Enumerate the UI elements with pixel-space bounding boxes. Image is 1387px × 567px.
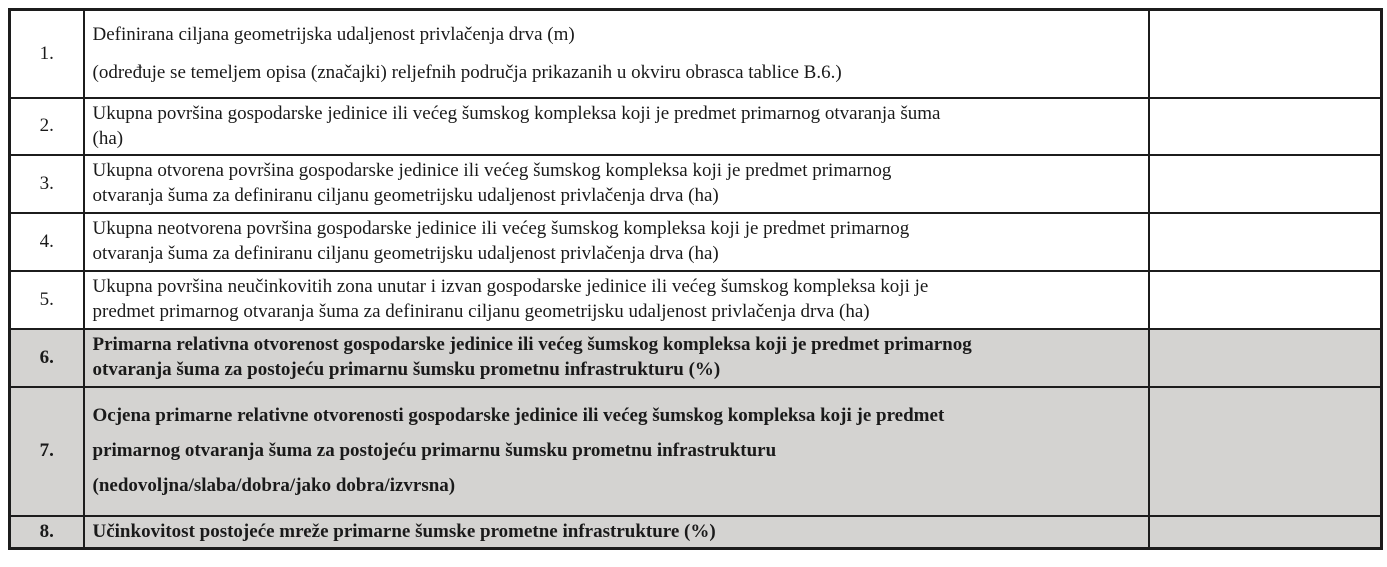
table-row	[10, 516, 1382, 549]
table-row	[10, 98, 1382, 155]
value-cell[interactable]	[1149, 10, 1382, 98]
description-line: Učinkovitost postojeće mreže primarne šumske prometne infrastrukture (%)	[92, 520, 716, 542]
value-cell[interactable]	[1149, 98, 1382, 155]
row-description	[84, 329, 1149, 387]
row-description	[84, 271, 1149, 329]
description-line: Ukupna neotvorena površina gospodarske jedinice ili većeg šumskog kompleksa koji je predmet primarnog	[92, 218, 910, 239]
row-number: 7.	[10, 387, 84, 516]
description-line: (određuje se temeljem opisa (značajki) reljefnih područja prikazanih u okviru obrasca tablice B.6.)	[92, 61, 842, 83]
table-row	[10, 213, 1382, 271]
description-line: Ocjena primarne relativne otvorenosti gospodarske jedinice ili većeg šumskog kompleksa koji je predmet	[92, 405, 945, 426]
description-line: otvaranja šuma za definiranu ciljanu geometrijsku udaljenost privlačenja drva (ha)	[92, 243, 719, 264]
form-table	[8, 8, 1383, 550]
row-number: 8.	[10, 516, 84, 549]
description-line: Ukupna površina gospodarske jedinice ili većeg šumskog kompleksa koji je predmet primarnog otvaranja šuma	[92, 102, 941, 124]
value-cell[interactable]	[1149, 387, 1382, 516]
value-cell[interactable]	[1149, 516, 1382, 549]
row-description	[84, 10, 1149, 98]
row-number: 1.	[10, 10, 84, 98]
table-row	[10, 387, 1382, 516]
description-line: otvaranja šuma za postojeću primarnu šumsku prometnu infrastrukturu (%)	[92, 359, 721, 380]
row-description	[84, 155, 1149, 213]
value-cell[interactable]	[1149, 329, 1382, 387]
row-number: 3.	[10, 155, 84, 213]
row-description	[84, 213, 1149, 271]
table-row	[10, 10, 1382, 98]
value-cell[interactable]	[1149, 271, 1382, 329]
description-line: (nedovoljna/slaba/dobra/jako dobra/izvrsna)	[92, 475, 456, 496]
form-table-body	[10, 10, 1382, 549]
table-row	[10, 329, 1382, 387]
row-number: 2.	[10, 98, 84, 155]
description-line: Primarna relativna otvorenost gospodarske jedinice ili većeg šumskog kompleksa koji je predmet primarnog	[92, 334, 972, 355]
row-number: 4.	[10, 213, 84, 271]
description-line: Ukupna površina neučinkovitih zona unutar i izvan gospodarske jedinice ili većeg šumskog kompleksa koji je	[92, 276, 929, 297]
description-line: primarnog otvaranja šuma za postojeću primarnu šumsku prometnu infrastrukturu	[92, 440, 777, 461]
row-number: 5.	[10, 271, 84, 329]
row-number: 6.	[10, 329, 84, 387]
value-cell[interactable]	[1149, 213, 1382, 271]
description-line: predmet primarnog otvaranja šuma za definiranu ciljanu geometrijsku udaljenost privlačenja drva (ha)	[92, 301, 870, 322]
description-line: (ha)	[92, 127, 124, 149]
description-line: Definirana ciljana geometrijska udaljenost privlačenja drva (m)	[92, 23, 575, 45]
table-row	[10, 271, 1382, 329]
value-cell[interactable]	[1149, 155, 1382, 213]
row-description	[84, 387, 1149, 516]
description-line: Ukupna otvorena površina gospodarske jedinice ili većeg šumskog kompleksa koji je predmet primarnog	[92, 160, 892, 181]
table-row	[10, 155, 1382, 213]
row-description	[84, 98, 1149, 155]
row-description	[84, 516, 1149, 549]
description-line: otvaranja šuma za definiranu ciljanu geometrijsku udaljenost privlačenja drva (ha)	[92, 185, 719, 206]
